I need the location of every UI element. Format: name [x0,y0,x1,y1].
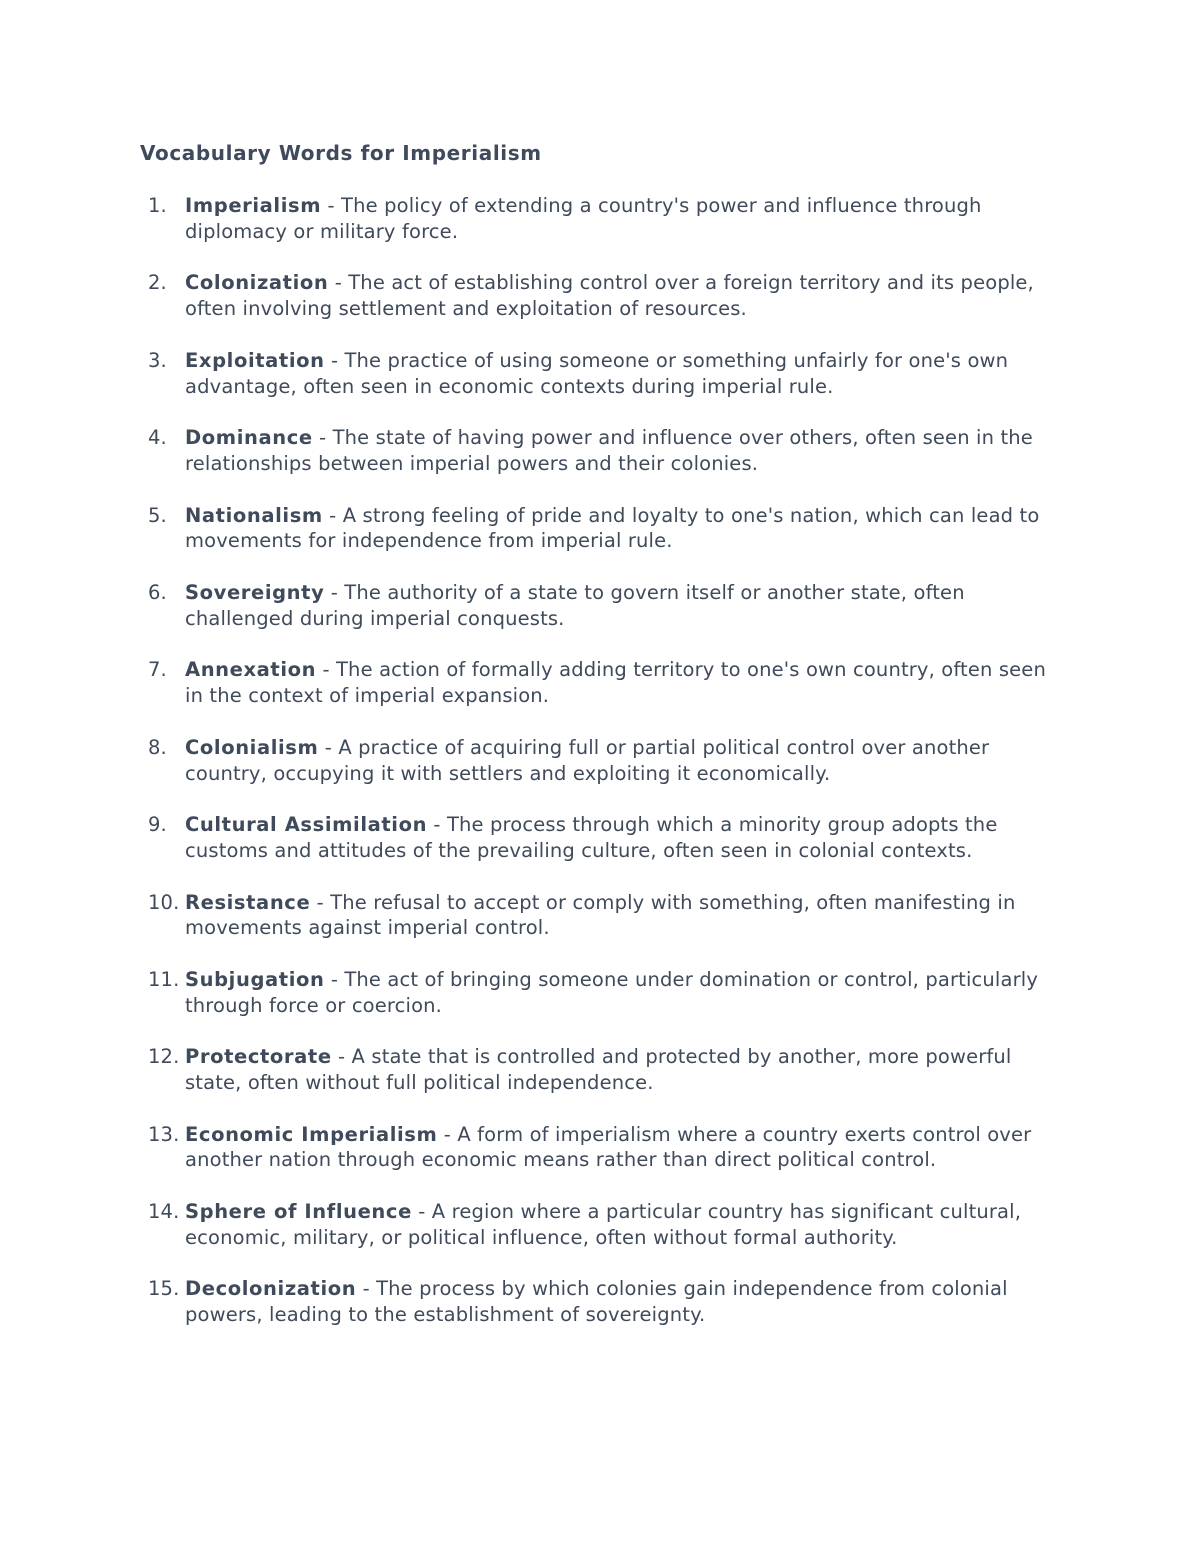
vocab-term: Imperialism [185,194,322,217]
list-item [140,503,1070,555]
list-item [140,1276,1070,1328]
vocab-definition: The action of formally adding territory to one's own country, often seen in the context of imperial expansion. [185,658,1046,708]
list-item [140,348,1070,400]
list-item [140,270,1070,322]
list-item [140,890,1070,942]
item-number: 3. [148,348,167,372]
separator: - [310,890,331,914]
separator: - [322,503,343,527]
list-item [140,657,1070,709]
item-number: 13. [148,1122,180,1146]
vocab-term: Subjugation [185,967,325,991]
vocab-definition: The process through which a minority group adopts the customs and attitudes of the prevailing culture, often seen in colonial contexts. [185,813,998,862]
vocab-definition: The act of bringing someone under domination or control, particularly through force or coercion. [185,967,1039,1017]
list-item [140,812,1070,864]
separator: - [324,580,345,604]
separator: - [324,967,345,991]
vocab-definition: The state of having power and influence over others, often seen in the relationships between imperial powers and their colonies. [185,426,1033,475]
separator: - [312,426,333,450]
vocab-term: Economic Imperialism [185,1122,438,1146]
vocab-definition: The process by which colonies gain independence from colonial powers, leading to the establishment of sovereignty. [185,1277,1008,1327]
vocab-term: Decolonization [185,1277,357,1301]
separator: - [324,348,345,372]
vocab-definition: A form of imperialism where a country exerts control over another nation through economic means rather than direct political control. [185,1122,1032,1172]
item-number: 2. [148,271,167,295]
vocab-definition: A region where a particular country has significant cultural, economic, military, or political influence, often without formal authority. [185,1200,1022,1249]
list-item [140,1122,1070,1174]
item-number: 12. [148,1045,180,1069]
item-number: 7. [148,658,167,682]
separator: - [437,1122,458,1146]
item-number: 14. [148,1200,180,1224]
separator: - [316,658,336,682]
list-item [140,1199,1070,1251]
vocab-term: Cultural Assimilation [185,813,428,837]
vocab-definition: The refusal to accept or comply with something, often manifesting in movements against imperial control. [185,890,1016,940]
vocab-term: Resistance [185,890,311,914]
vocab-term: Nationalism [185,503,323,527]
list-item [140,1044,1070,1096]
separator: - [427,813,447,837]
vocab-term: Annexation [185,658,317,682]
list-item [140,967,1070,1019]
vocab-term: Exploitation [185,348,325,372]
vocab-term: Colonialism [185,735,319,759]
list-item [140,580,1070,632]
item-number: 8. [148,735,167,759]
item-number: 10. [148,890,180,914]
item-number: 4. [148,426,167,450]
separator: - [318,735,339,759]
item-number: 6. [148,580,167,604]
vocabulary-list [140,193,1070,1354]
separator: - [328,271,349,295]
document-title: Vocabulary Words for Imperialism [140,141,542,165]
list-item [140,193,1070,245]
separator: - [356,1277,377,1301]
vocab-term: Dominance [185,426,313,450]
vocab-definition: The authority of a state to govern itself or another state, often challenged during imperial conquests. [185,580,965,630]
vocab-definition: A state that is controlled and protected by another, more powerful state, often without full political independence. [185,1045,1012,1095]
item-number: 15. [148,1277,180,1301]
list-item [140,735,1070,787]
vocab-definition: A practice of acquiring full or partial political control over another country, occupying it with settlers and exploiting it economically. [185,735,990,785]
vocab-definition: The policy of extending a country's power and influence through diplomacy or military force. [185,194,982,243]
vocab-term: Sphere of Influence [185,1200,412,1224]
vocab-definition: The practice of using someone or something unfairly for one's own advantage, often seen in economic contexts during imperial rule. [185,348,1009,398]
vocab-term: Colonization [185,271,329,295]
separator: - [331,1045,352,1069]
vocab-definition: A strong feeling of pride and loyalty to one's nation, which can lead to movements for independence from imperial rule. [185,503,1040,553]
item-number: 11. [148,967,180,991]
item-number: 1. [148,194,167,217]
separator: - [321,194,342,217]
item-number: 9. [148,813,167,837]
item-number: 5. [148,503,167,527]
separator: - [411,1200,432,1224]
vocab-term: Sovereignty [185,580,325,604]
list-item [140,425,1070,477]
vocab-definition: The act of establishing control over a foreign territory and its people, often involving settlement and exploitation of resources. [185,271,1034,321]
vocab-term: Protectorate [185,1045,332,1069]
